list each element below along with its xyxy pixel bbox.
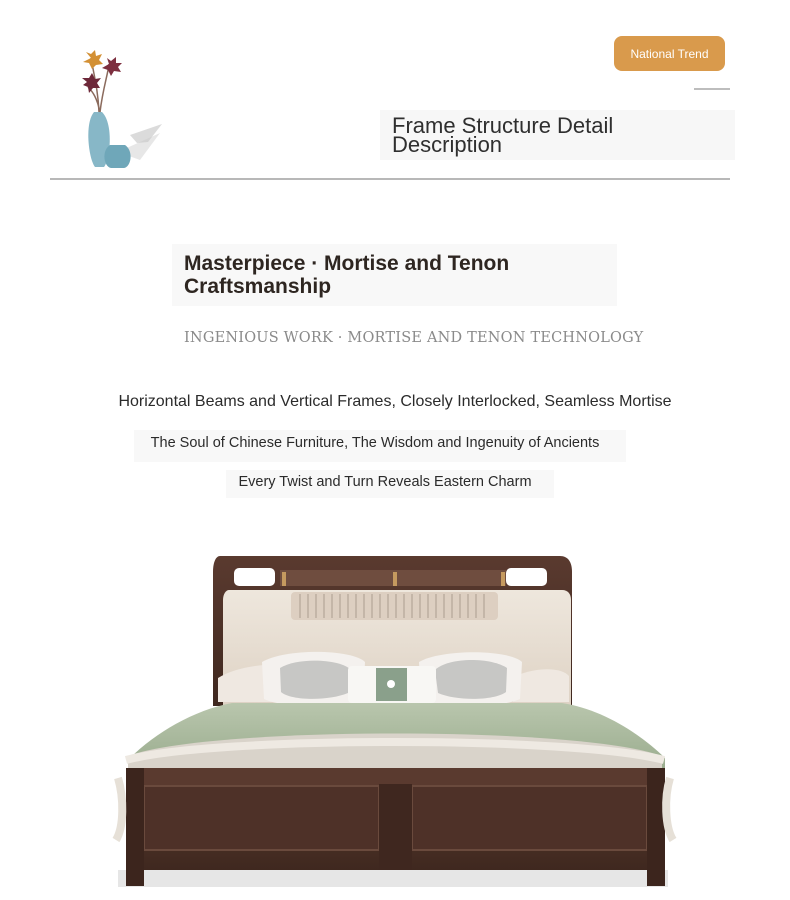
header-divider: [50, 178, 730, 180]
decorative-short-rule: [694, 88, 730, 90]
wooden-bed-image: [110, 548, 680, 893]
description-line-3: Every Twist and Turn Reveals Eastern Charm: [238, 474, 532, 490]
section-title: Frame Structure Detail Description: [392, 113, 614, 157]
description-line-2: The Soul of Chinese Furniture, The Wisdom and Ingenuity of Ancients: [150, 435, 600, 451]
national-trend-badge[interactable]: National Trend: [614, 36, 725, 71]
description-line-1: Horizontal Beams and Vertical Frames, Closely Interlocked, Seamless Mortise: [118, 393, 672, 410]
main-headline: Masterpiece · Mortise and Tenon Craftsmanship: [184, 252, 510, 298]
vase-flower-icon: [64, 50, 174, 170]
english-subheadline: INGENIOUS WORK · MORTISE AND TENON TECHNOLOGY: [184, 330, 644, 346]
